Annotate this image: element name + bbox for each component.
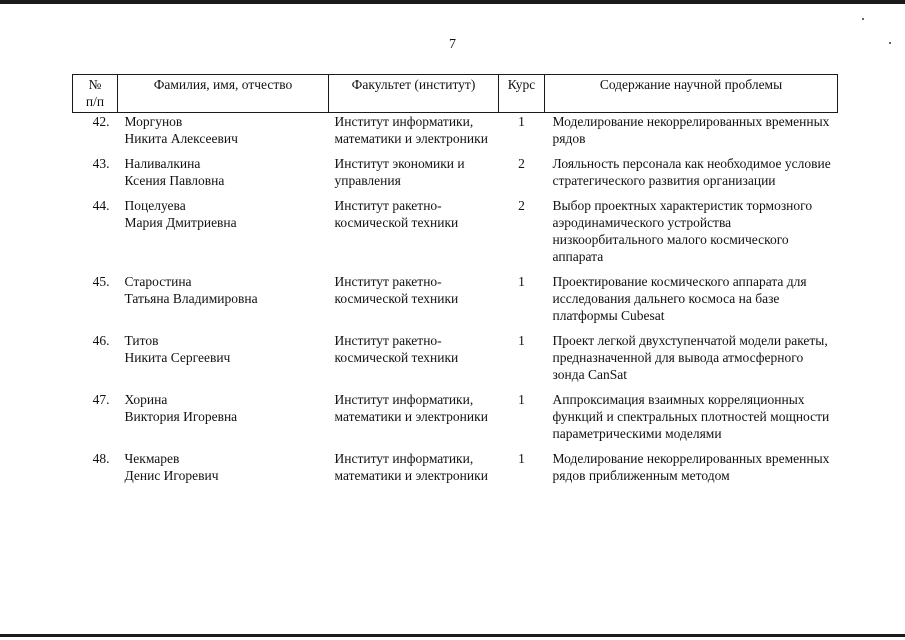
row-topic: Аппроксимация взаимных корреляционных функций и спектральных плотностей мощности параметрическими моделями [552, 392, 830, 441]
header-num-label: № п/п [85, 77, 105, 109]
row-given-names: Мария Дмитриевна [124, 215, 237, 230]
row-faculty: Институт информатики, математики и электроники [334, 114, 488, 146]
row-course: 1 [518, 274, 525, 289]
row-course: 1 [518, 392, 525, 407]
table-row [73, 273, 838, 332]
header-name: Фамилия, имя, отчество [118, 75, 329, 113]
row-surname: Моргунов [124, 114, 183, 129]
row-given-names: Никита Сергеевич [124, 350, 231, 365]
header-topic: Содержание научной проблемы [545, 75, 838, 113]
row-given-names: Никита Алексеевич [124, 131, 238, 146]
row-given-names: Денис Игоревич [124, 468, 219, 483]
row-course: 2 [518, 198, 525, 213]
row-person [118, 450, 329, 492]
row-surname: Поцелуева [124, 198, 186, 213]
scan-top-edge [0, 0, 905, 4]
row-faculty: Институт ракетно-космической техники [334, 198, 459, 230]
row-given-names: Татьяна Владимировна [124, 291, 258, 306]
row-topic: Лояльность персонала как необходимое условие стратегического развития организации [552, 156, 831, 188]
table-row [73, 391, 838, 450]
row-person [118, 273, 329, 332]
page-number: 7 [449, 37, 456, 52]
table-header-row [73, 75, 838, 113]
row-course: 1 [518, 114, 525, 129]
row-surname: Старостина [124, 274, 192, 289]
row-faculty: Институт ракетно-космической техники [334, 274, 459, 306]
row-topic: Проект легкой двухступенчатой модели ракеты, предназначенной для вывода атмосферного зонда CanSat [552, 333, 828, 382]
row-course: 1 [518, 333, 525, 348]
row-number: 48. [92, 451, 110, 466]
row-topic: Проектирование космического аппарата для исследования дальнего космоса на базе платформы Cubesat [552, 274, 807, 323]
row-number: 46. [92, 333, 110, 348]
row-surname: Чекмарев [124, 451, 180, 466]
row-person [118, 391, 329, 450]
row-given-names: Виктория Игоревна [124, 409, 238, 424]
row-topic: Моделирование некоррелированных временных рядов приближенным методом [552, 451, 830, 483]
header-num [73, 75, 118, 113]
row-faculty: Институт экономики и управления [334, 156, 465, 188]
row-given-names: Ксения Павловна [124, 173, 225, 188]
header-faculty: Факультет (институт) [329, 75, 499, 113]
row-person [118, 155, 329, 197]
table-row [73, 450, 838, 492]
students-table [72, 74, 838, 492]
row-number: 47. [92, 392, 110, 407]
scan-speck [862, 18, 864, 20]
row-number: 44. [92, 198, 110, 213]
table-row [73, 332, 838, 391]
row-surname: Хорина [124, 392, 168, 407]
row-number: 43. [92, 156, 110, 171]
scan-bottom-edge [0, 634, 905, 637]
table-row [73, 197, 838, 273]
row-surname: Наливалкина [124, 156, 201, 171]
row-person [118, 332, 329, 391]
row-faculty: Институт информатики, математики и электроники [334, 392, 488, 424]
row-topic: Моделирование некоррелированных временных рядов [552, 114, 830, 146]
row-faculty: Институт ракетно-космической техники [334, 333, 459, 365]
row-faculty: Институт информатики, математики и электроники [334, 451, 488, 483]
row-person [118, 113, 329, 156]
header-course: Курс [499, 75, 545, 113]
row-number: 45. [92, 274, 110, 289]
row-number: 42. [92, 114, 110, 129]
row-person [118, 197, 329, 273]
row-surname: Титов [124, 333, 159, 348]
row-course: 1 [518, 451, 525, 466]
table-row [73, 113, 838, 156]
row-course: 2 [518, 156, 525, 171]
table-row [73, 155, 838, 197]
row-topic: Выбор проектных характеристик тормозного аэродинамического устройства низкоорбитального малого космического аппарата [552, 198, 813, 264]
